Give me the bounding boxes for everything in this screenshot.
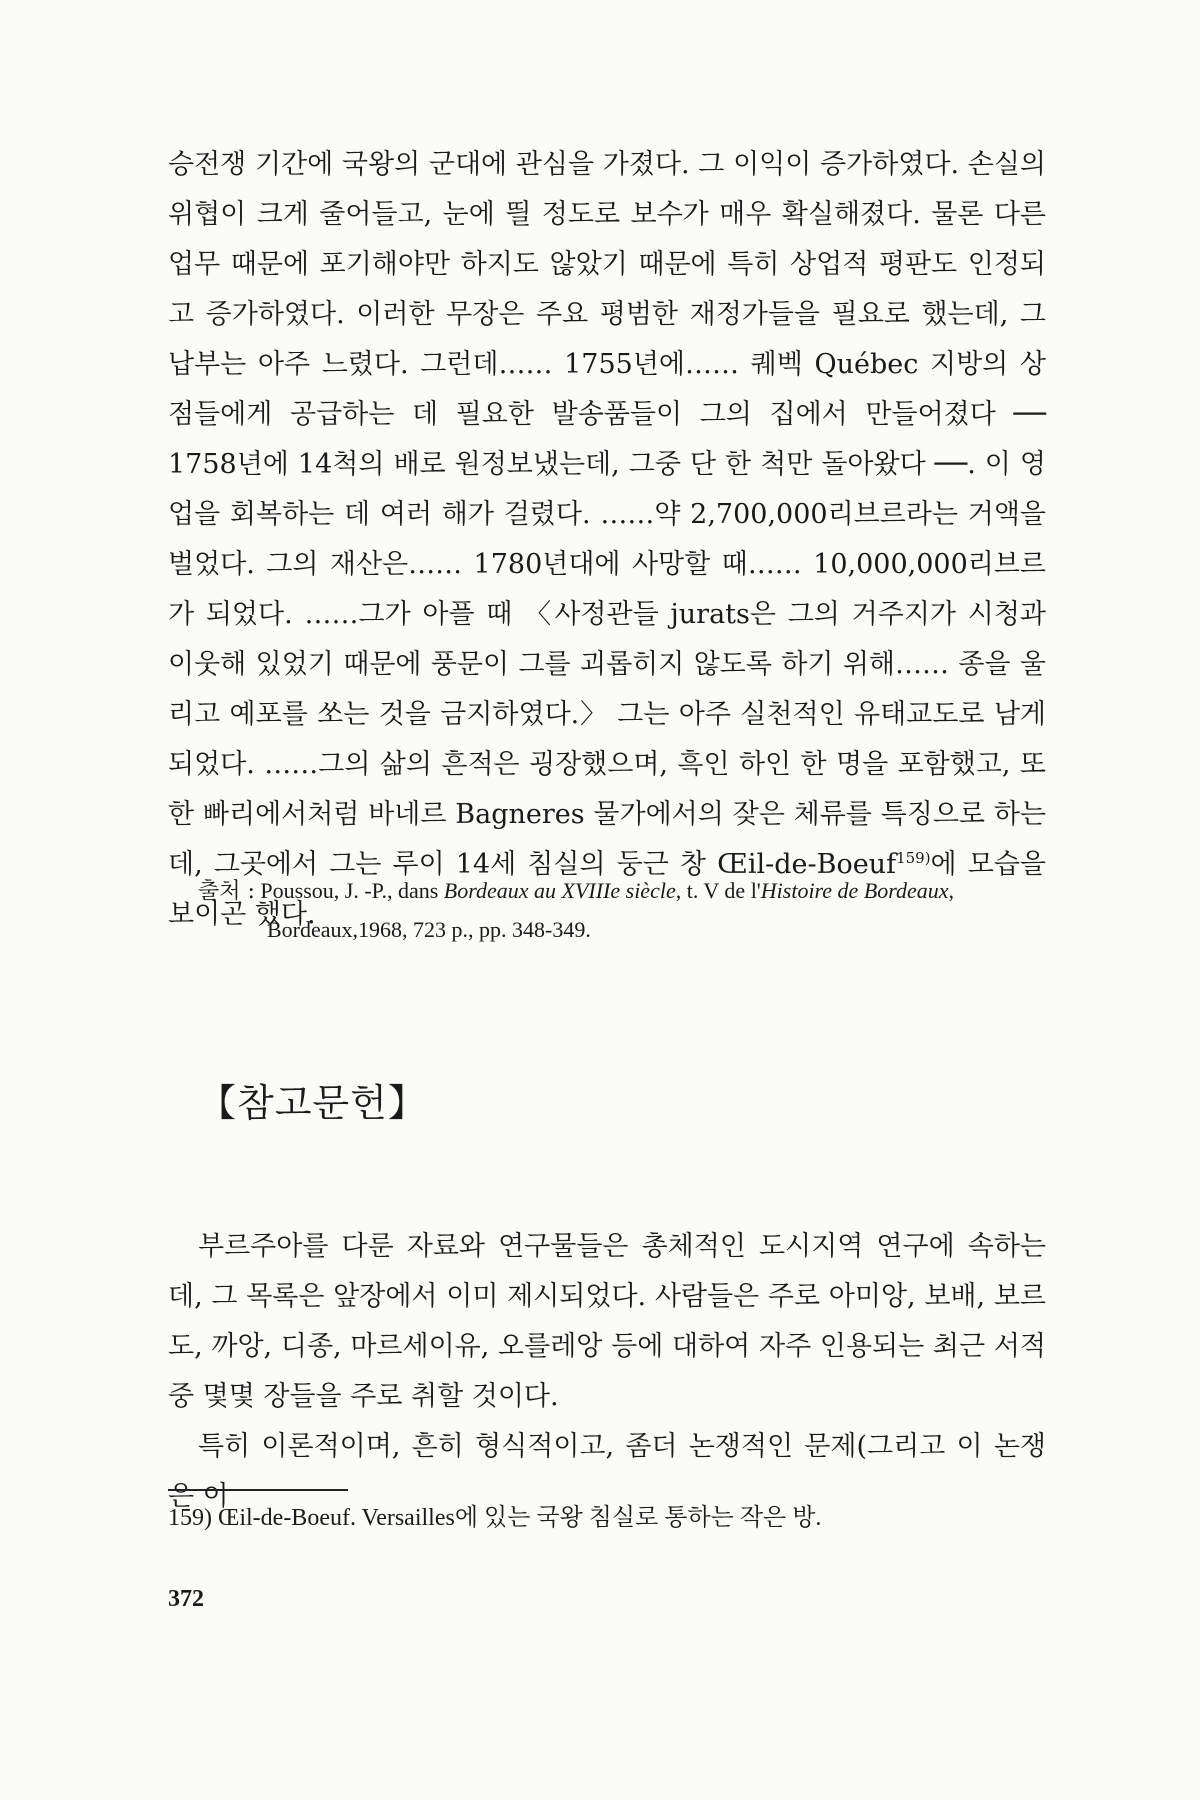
body-text: 승전쟁 기간에 국왕의 군대에 관심을 가졌다. 그 이익이 증가하였다. 손실의 위협이 크게 줄어들고, 눈에 띌 정도로 보수가 매우 확실해졌다. 물론 다른 업무 때문에 포기해야만 하지도 않았기 때문에 특히 상업적 평판도 인정되고 증가하였다. 이러한 무장은 주요 평범한 재정가들을 필요로 했는데, 그 납부는 아주 느렸다. 그런데…… 1755년에…… 퀘벡 Québec 지방의 상점들에게 공급하는 데 필요한 발송품들이 그의 집에서 만들어졌다 ── 1758년에 14척의 배로 원정보냈는데, 그중 단 한 척만 돌아왔다 ──. 이 영업을 회복하는 데 여러 해가 걸렸다. ……약 2,700,000리브르라는 거액을 벌었다. 그의 재산은…… 1780년대에 사망할 때…… 10,000,000리브르가 되었다. ……그가 아플 때 〈사정관들 jurats은 그의 거주지가 시청과 이웃해 있었기 때문에 풍문이 그를 괴롭히지 않도록 하기 위해…… 종을 울리고 예포를 쏘는 것을 금지하였다.〉 그는 아주 실천적인 유태교도로 남게 되었다. ……그의 삶의 흔적은 굉장했으며, 흑인 하인 한 명을 포함했고, 또한 빠리에서처럼 바네르 Bagneres 물가에서의 잦은 체류를 특징으로 하는데, 그곳에서 그는 루이 14세 침실의 둥근 창 Œil-de-Boeuf — [168, 149, 1046, 880]
body-text-end: 에 모습을 보이곤 했다. — [168, 849, 1046, 930]
references-paragraph-1: 부르주아를 다룬 자료와 연구물들은 총체적인 도시지역 연구에 속하는데, 그 목록은 앞장에서 이미 제시되었다. 사람들은 주로 아미앙, 보배, 보르도, 까앙, 디종, 마르세이유, 오를레앙 등에 대하여 자주 인용되는 최근 서적 중 몇몇 장들을 주로 취할 것이다. — [168, 1231, 1046, 1412]
page-number: 372 — [168, 1586, 204, 1612]
source-title-2: Histoire de Bordeaux — [760, 878, 949, 903]
source-title-1: Bordeaux au XVIIIe siècle — [443, 878, 676, 903]
footnote-divider — [168, 1489, 348, 1491]
source-citation — [198, 872, 1058, 949]
source-author: Poussou, J. -P., dans — [260, 878, 439, 903]
source-label: 출처 : — [198, 879, 255, 904]
references-section — [168, 1222, 1046, 1522]
footnote-reference: 159) — [896, 849, 931, 867]
section-heading: 【참고문헌】 — [198, 1081, 427, 1125]
source-mid: , t. V de l' — [675, 878, 761, 903]
footnote: 159) Œil-de-Boeuf. Versailles에 있는 국왕 침실로 통하는 작은 방. — [168, 1505, 822, 1531]
body-paragraph — [168, 140, 1046, 940]
references-paragraph-2: 특히 이론적이며, 흔히 형식적이고, 좀더 논쟁적인 문제(그리고 이 논쟁은 이 — [168, 1431, 1046, 1512]
source-line-2: Bordeaux,1968, 723 p., pp. 348-349. — [267, 917, 591, 942]
source-tail: , — [948, 878, 955, 903]
